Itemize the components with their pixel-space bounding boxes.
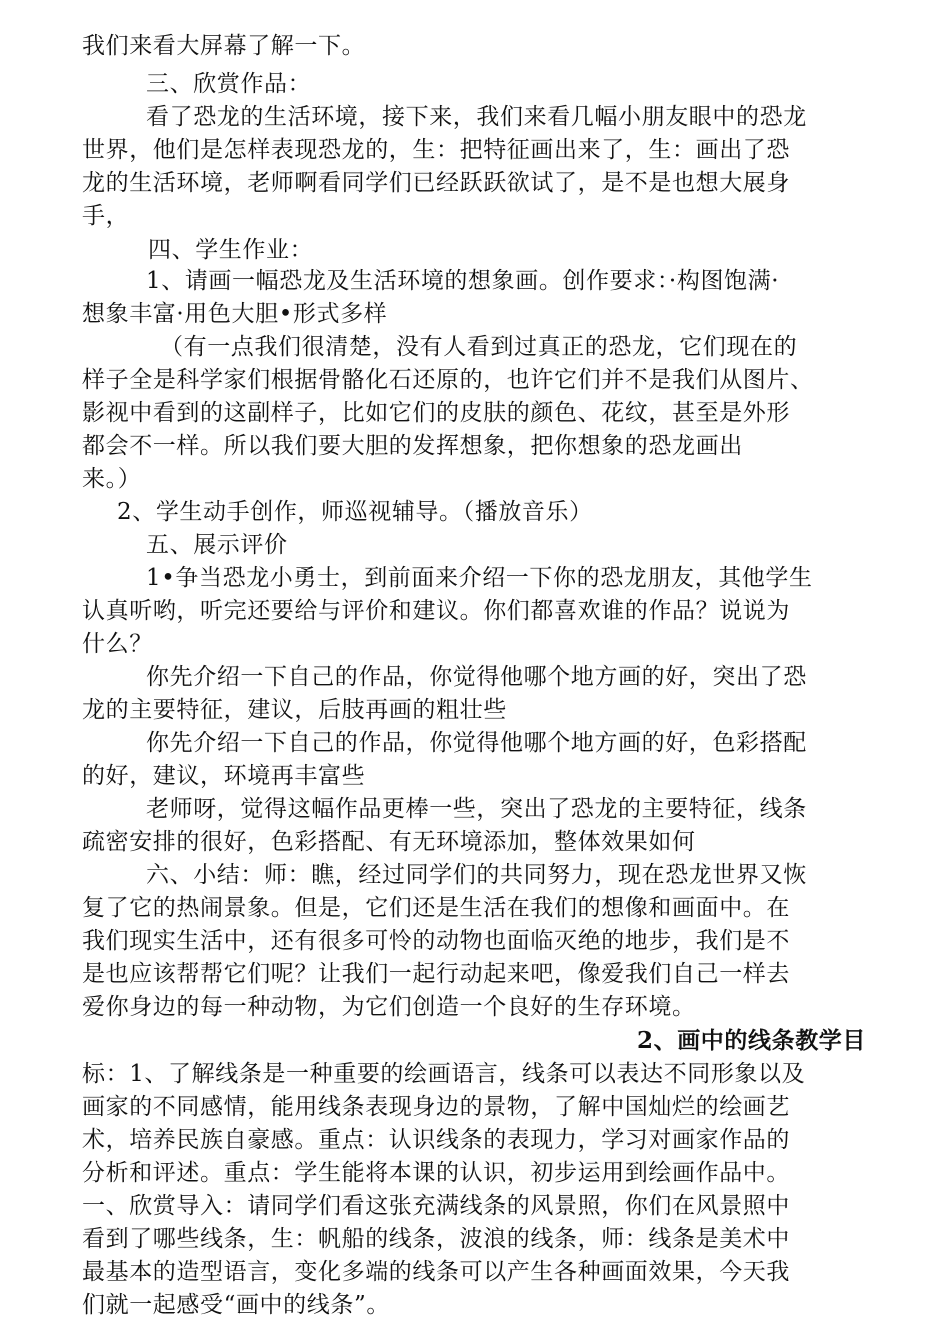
text-line-30: 爱你身边的每一种动物，为它们创造一个良好的生存环境。 <box>82 994 696 1020</box>
text-line-39: 们就一起感受“画中的线条”。 <box>82 1292 390 1318</box>
text-line-27: 复了它的热闹景象。但是，它们还是生活在我们的想像和画面中。在 <box>82 895 790 921</box>
text-line-21: 龙的主要特征，建议，后肢再画的粗壮些 <box>82 697 507 723</box>
text-line-14: 来。） <box>82 466 142 492</box>
text-line-1: 我们来看大屏幕了解一下。 <box>82 33 366 59</box>
text-line-6: 手， <box>82 203 130 229</box>
text-line-32: 标：1、了解线条是一种重要的绘画语言，线条可以表达不同形象以及 <box>82 1061 806 1087</box>
text-line-28: 我们现实生活中，还有很多可怜的动物也面临灭绝的地步，我们是不 <box>82 928 790 954</box>
text-line-20: 你先介绍一下自己的作品，你觉得他哪个地方画的好，突出了恐 <box>146 664 807 690</box>
text-line-23: 的好，建议，环境再丰富些 <box>82 763 366 789</box>
section-heading-summary: 六、小结：师：瞧，经过同学们的共同努力，现在恐龙世界又恢 <box>146 862 807 888</box>
text-line-15: 2、学生动手创作，师巡视辅导。（播放音乐） <box>117 499 593 525</box>
text-line-19: 什么？ <box>82 631 153 657</box>
text-line-10: （有一点我们很清楚，没有人看到过真正的恐龙，它们现在的 <box>160 334 798 360</box>
text-line-17: 1•争当恐龙小勇士，到前面来介绍一下你的恐龙朋友，其他学生 <box>146 565 813 591</box>
text-line-25: 疏密安排的很好，色彩搭配、有无环境添加，整体效果如何 <box>82 829 696 855</box>
text-line-22: 你先介绍一下自己的作品，你觉得他哪个地方画的好，色彩搭配 <box>146 730 807 756</box>
text-line-5: 龙的生活环境，老师啊看同学们已经跃跃欲试了，是不是也想大展身 <box>82 170 790 196</box>
text-line-11: 样子全是科学家们根据骨骼化石还原的，也许它们并不是我们从图片、 <box>82 367 814 393</box>
text-line-3: 看了恐龙的生活环境，接下来，我们来看几幅小朋友眼中的恐龙 <box>146 104 807 130</box>
text-line-36: 一、欣赏导入：请同学们看这张充满线条的风景照，你们在风景照中 <box>82 1193 790 1219</box>
text-line-37: 看到了哪些线条，生：帆船的线条，波浪的线条，师：线条是美术中 <box>82 1226 790 1252</box>
section-heading-appreciate: 三、欣赏作品： <box>146 71 312 97</box>
text-line-33: 画家的不同感情，能用线条表现身边的景物，了解中国灿烂的绘画艺 <box>82 1094 790 1120</box>
text-line-9: 想象丰富·用色大胆•形式多样 <box>82 301 388 327</box>
text-line-13: 都会不一样。所以我们要大胆的发挥想象，把你想象的恐龙画出 <box>82 433 743 459</box>
text-line-12: 影视中看到的这副样子，比如它们的皮肤的颜色、花纹，甚至是外形 <box>82 400 790 426</box>
text-line-38: 最基本的造型语言，变化多端的线条可以产生各种画面效果，今天我 <box>82 1259 790 1285</box>
section-heading-homework: 四、学生作业： <box>148 237 314 263</box>
text-line-29: 是也应该帮帮它们呢？让我们一起行动起来吧，像爱我们自己一样去 <box>82 961 790 987</box>
text-line-8: 1、请画一幅恐龙及生活环境的想象画。创作要求：·构图饱满· <box>146 268 780 294</box>
lesson-title: 2、画中的线条教学目 <box>636 1027 866 1054</box>
text-line-4: 世界，他们是怎样表现恐龙的，生：把特征画出来了，生：画出了恐 <box>82 137 790 163</box>
text-line-34: 术，培养民族自豪感。重点：认识线条的表现力，学习对画家作品的 <box>82 1127 790 1153</box>
text-line-35: 分析和评述。重点：学生能将本课的认识，初步运用到绘画作品中。 <box>82 1160 790 1186</box>
text-line-24: 老师呀，觉得这幅作品更棒一些，突出了恐龙的主要特征，线条 <box>146 796 807 822</box>
section-heading-evaluation: 五、展示评价 <box>146 532 288 558</box>
text-line-18: 认真听哟，听完还要给与评价和建议。你们都喜欢谁的作品？说说为 <box>82 598 790 624</box>
